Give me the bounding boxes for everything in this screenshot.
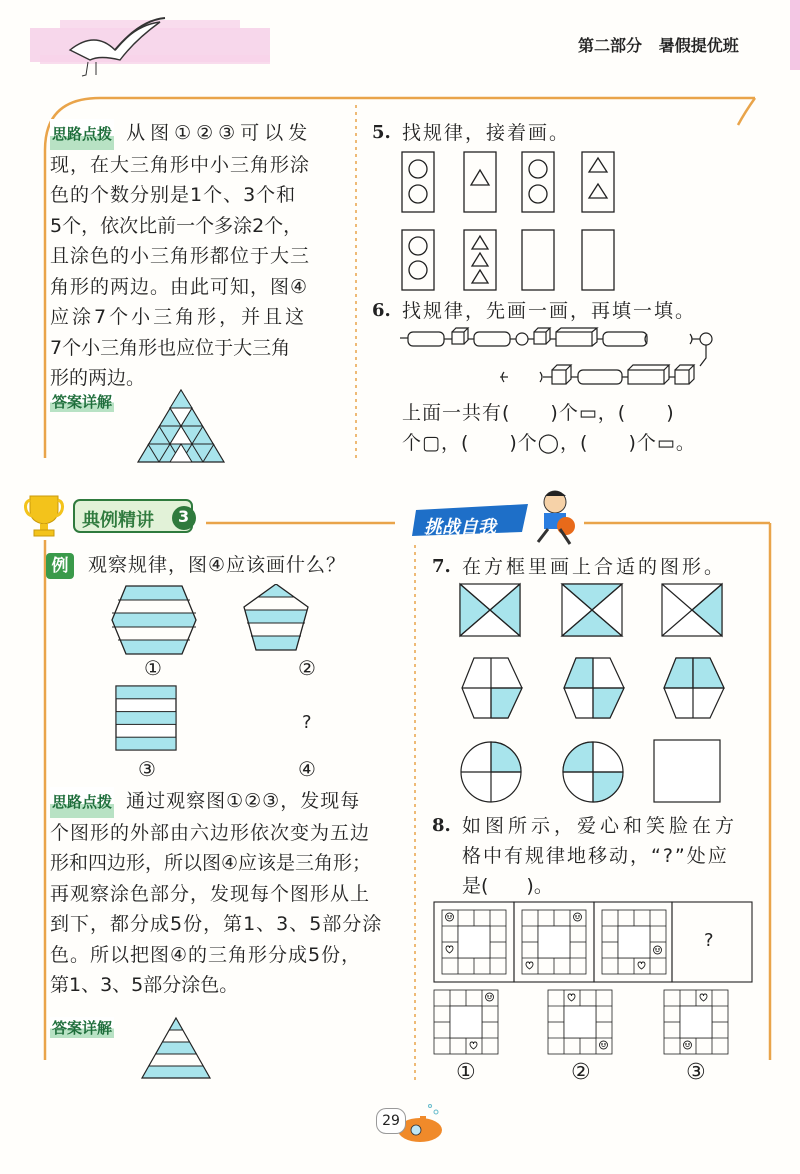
answer-triangle-grid xyxy=(136,388,226,464)
example-tip-line-6: 第1、3、5部分涂色。 xyxy=(50,974,239,996)
q6-fill-line-2: 个▢，( )个◯，( )个▭。 xyxy=(402,432,696,454)
example-banner-title: 典例精讲 xyxy=(82,510,154,531)
example-question: 观察规律，图④应该画什么？ xyxy=(88,554,347,576)
challenge-banner-title: 挑战自我 xyxy=(424,517,496,538)
example-label-4: ④ xyxy=(298,757,316,781)
q8-option-2: ② xyxy=(571,1060,591,1085)
q7-number: 7. xyxy=(432,556,451,577)
example-label-3: ③ xyxy=(138,757,156,781)
q7-figures xyxy=(458,582,730,822)
example-banner-number: 3 xyxy=(178,507,190,526)
tip-line-6: 应涂7个小三角形，并且这 xyxy=(50,306,308,328)
q6-chain xyxy=(400,326,730,398)
q8-line-2: 格中有规律地移动，“?”处应 xyxy=(462,845,729,867)
tip-line-5: 角形的两边。由此可知，图④ xyxy=(50,275,309,298)
tip-line-3: 5个，依次比前一个多涂2个， xyxy=(50,214,303,237)
tip-line-2: 色的个数分别是1个、3个和 xyxy=(50,184,297,206)
q8-unknown: ? xyxy=(704,930,714,951)
q8-option-1: ① xyxy=(456,1060,476,1085)
example-label-1: ① xyxy=(144,656,162,680)
tip-line-8: 形的两边。 xyxy=(50,367,146,389)
example-tip-line-1: 个图形的外部由六边形依次变为五边 xyxy=(50,821,371,844)
q6-text: 找规律，先画一画，再填一填。 xyxy=(402,300,697,322)
q8-option-3: ③ xyxy=(686,1060,706,1085)
q8-grid-row xyxy=(442,910,666,974)
example-tip-line-4: 到下，都分成5份，第1、3、5部分涂 xyxy=(50,913,383,935)
tip-label: 思路点拨 xyxy=(50,119,114,150)
q5-number: 5. xyxy=(372,122,391,143)
tip-line-4: 且涂色的小三角形都位于大三 xyxy=(50,245,311,267)
tip-line-1: 现，在大三角形中小三角形涂 xyxy=(50,153,311,176)
header-title: 暑假提优班 xyxy=(658,36,739,55)
q5-text: 找规律，接着画。 xyxy=(402,122,571,144)
example-tip-label: 思路点拨 xyxy=(50,787,114,818)
example-tip-line-2: 形和四边形，所以图④应该是三角形； xyxy=(50,852,372,874)
example-badge: 例 xyxy=(46,553,74,579)
answer-label-2: 答案详解 xyxy=(52,1019,113,1037)
q6-fill-line-1: 上面一共有( )个▭，( ) xyxy=(402,402,675,424)
answer-label-1: 答案详解 xyxy=(52,393,113,411)
example-tip-line-5: 色。所以把图④的三角形分成5份， xyxy=(50,943,362,966)
page-number: 29 xyxy=(376,1108,406,1134)
example-answer-triangle xyxy=(140,1016,212,1080)
q8-number: 8. xyxy=(432,815,451,836)
tip-line-0: 从图①②③可以发 xyxy=(126,122,313,144)
q5-pattern xyxy=(400,150,630,294)
example-tip-line-3: 再观察涂色部分，发现每个图形从上 xyxy=(50,882,371,905)
tip-line-7: 7个小三角形也应位于大三角 xyxy=(50,336,291,359)
example-figures xyxy=(100,584,360,784)
q7-text: 在方框里画上合适的图形。 xyxy=(462,556,727,578)
header-part: 第二部分 xyxy=(578,36,643,55)
example-unknown: ? xyxy=(302,712,312,733)
q8-grids xyxy=(432,900,754,1064)
q6-number: 6. xyxy=(372,300,391,321)
example-tip-line-0: 通过观察图①②③，发现每 xyxy=(126,790,361,812)
example-label-2: ② xyxy=(298,656,316,680)
q8-line-3: 是( )。 xyxy=(462,875,553,897)
q8-line-1: 如图所示，爱心和笑脸在方 xyxy=(462,815,739,837)
left-tip xyxy=(50,118,350,394)
example-tip xyxy=(50,786,412,1001)
